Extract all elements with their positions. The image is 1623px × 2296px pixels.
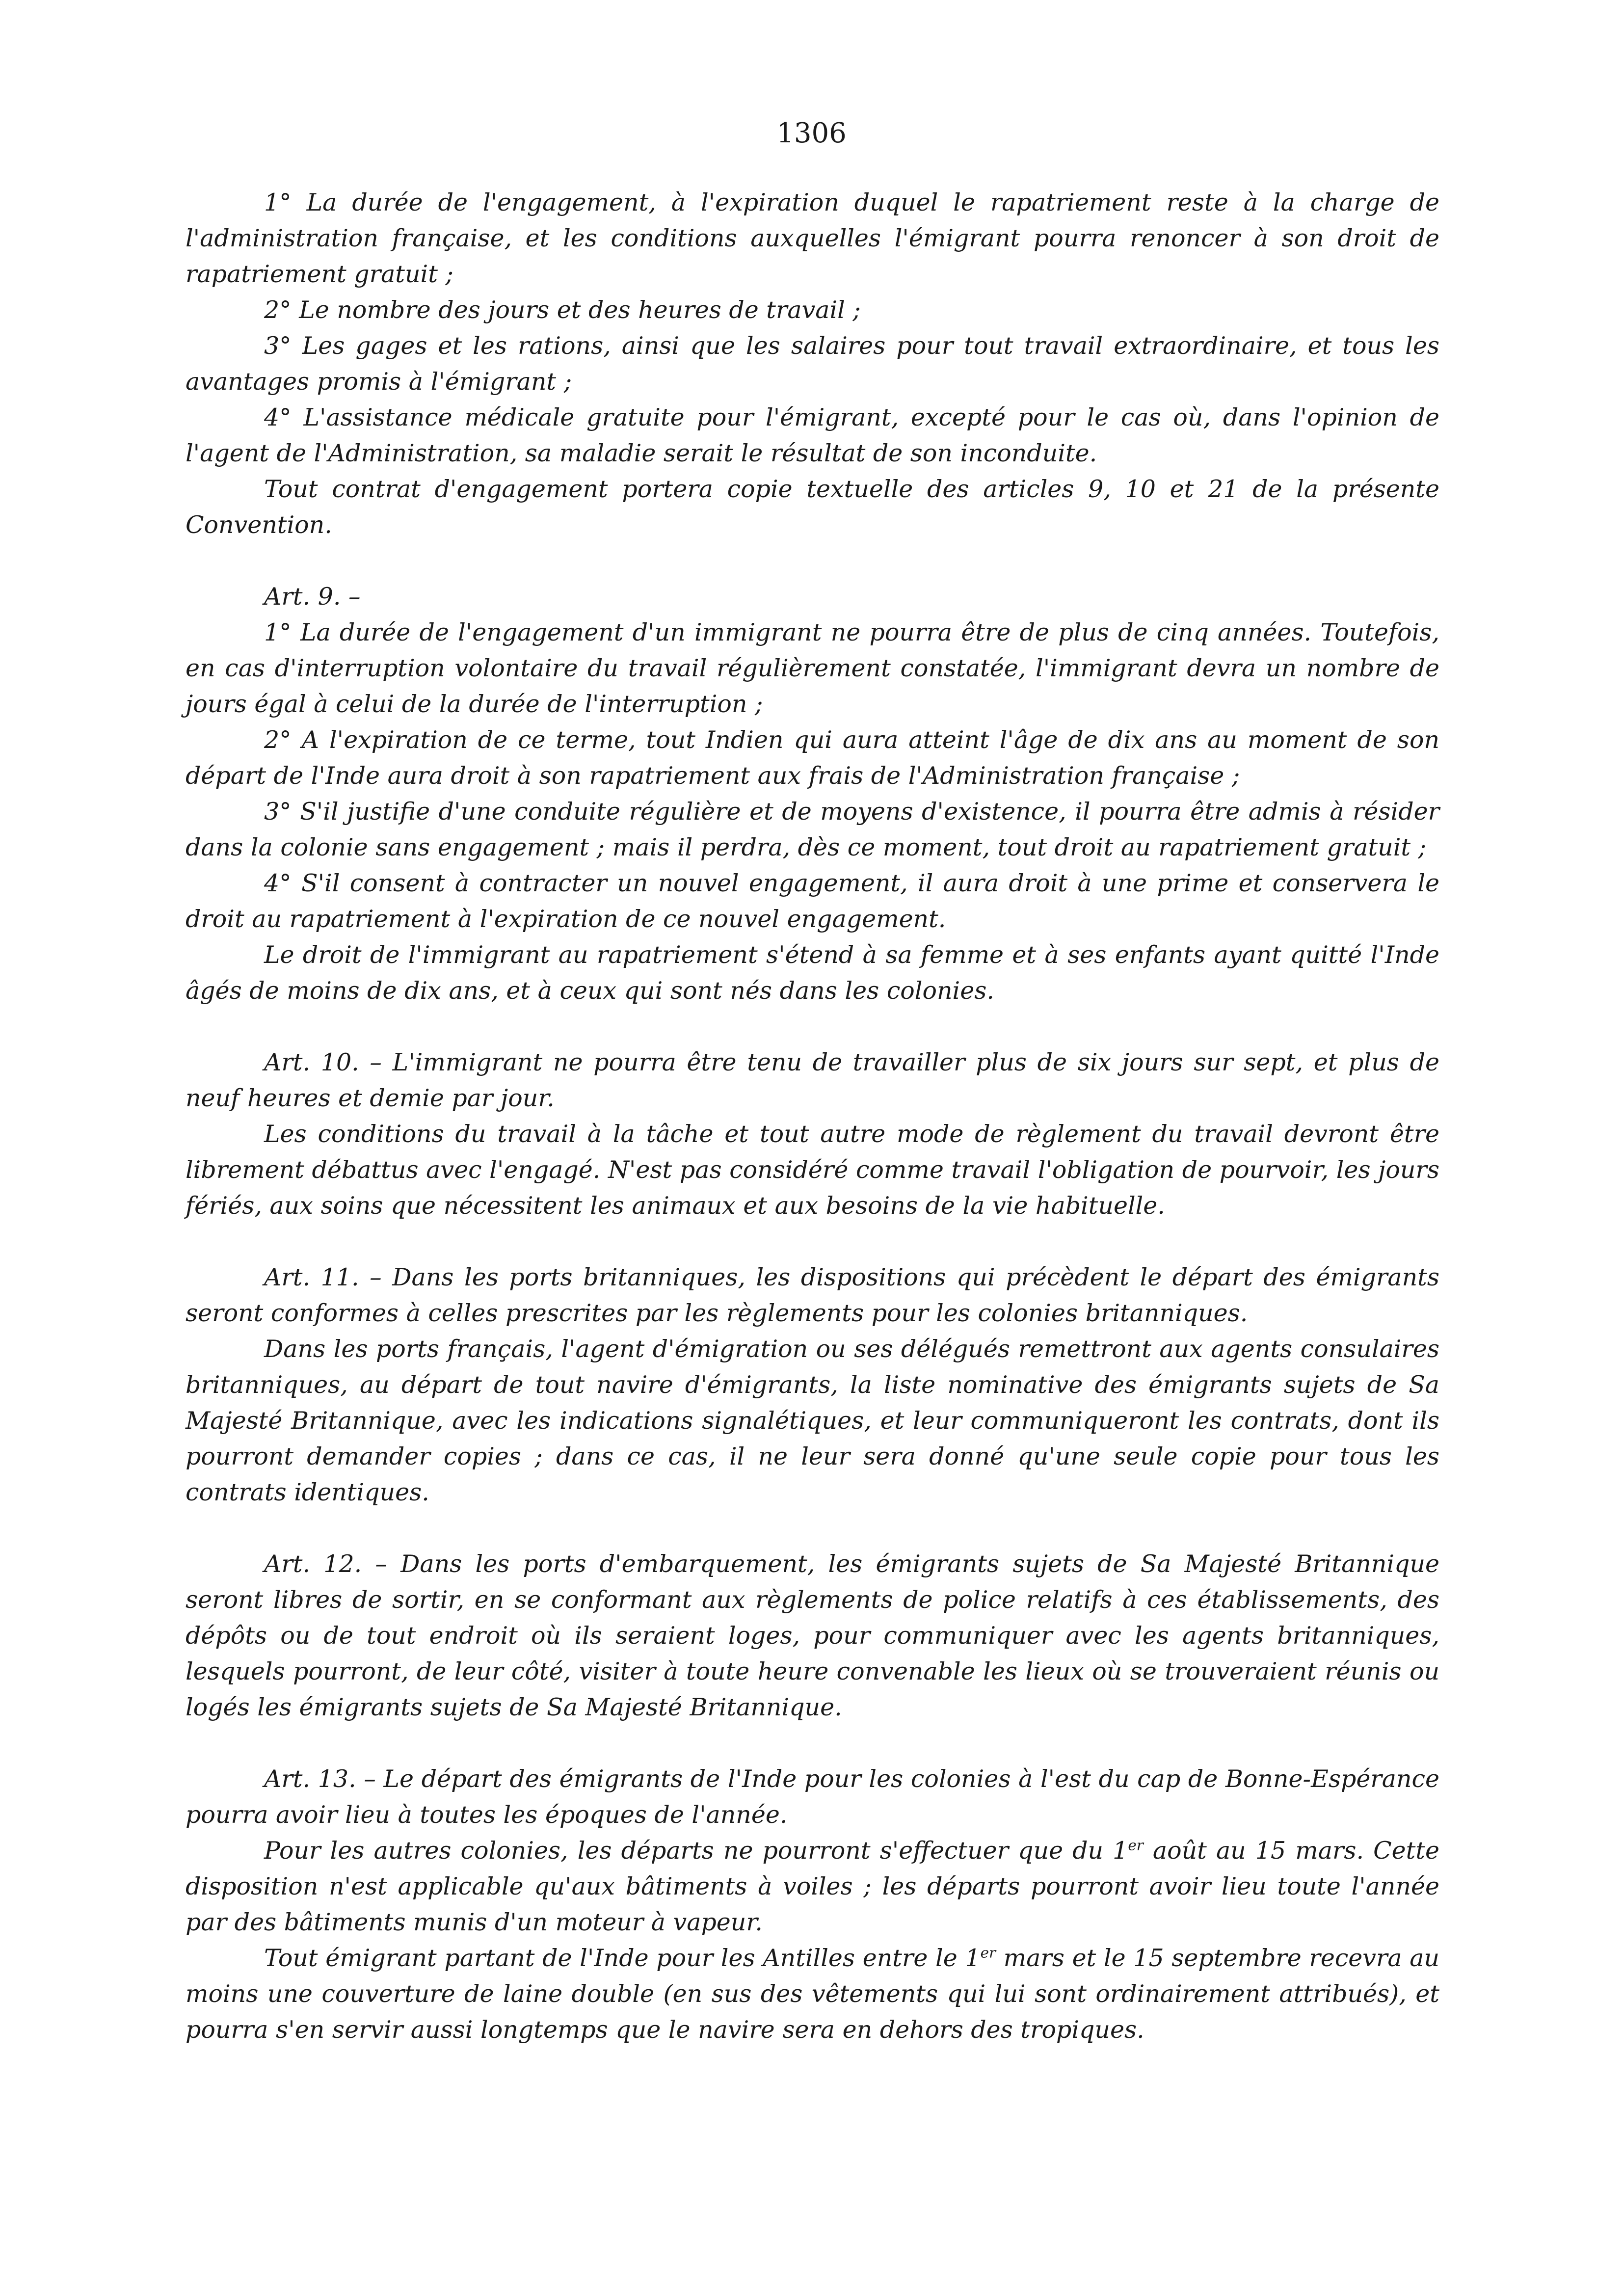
paragraph	[186, 1833, 1439, 1940]
paragraph: 1° La durée de l'engagement, à l'expiration duquel le rapatriement reste à la charge de l'administration française, et les conditions auxquelles l'émigrant pourra renoncer à son droit de rapatriement gratuit ;	[186, 188, 1439, 288]
paragraph: Art. 10. – L'immigrant ne pourra être tenu de travailler plus de six jours sur sept, et plus de neuf heures et demie par jour.	[186, 1048, 1439, 1112]
paragraph: 3° Les gages et les rations, ainsi que les salaires pour tout travail extraordinaire, et tous les avantages promis à l'émigrant ;	[186, 332, 1439, 396]
paragraph: Art. 12. – Dans les ports d'embarquement, les émigrants sujets de Sa Majesté Britannique seront libres de sortir, en se conformant aux règlements de police relatifs à ces établissements, des dépôts ou de tout endroit où ils seraient loges, pour communiquer avec les agents britanniques, lesquels pourront, de leur côté, visiter à toute heure convenable les lieux où se trouveraient réunis ou logés les émigrants sujets de Sa Majesté Britannique.	[186, 1550, 1439, 1721]
superscript: er	[980, 1944, 996, 1961]
paragraph: Le droit de l'immigrant au rapatriement s'étend à sa femme et à ses enfants ayant quitté l'Inde âgés de moins de dix ans, et à ceux qui sont nés dans les colonies.	[186, 941, 1439, 1005]
paragraph-text: Pour les autres colonies, les départs ne pourront s'effectuer que du 1	[264, 1837, 1128, 1865]
paragraph-gap	[186, 1725, 1439, 1761]
paragraph: Art. 9. –	[264, 583, 361, 611]
paragraph: 1° La durée de l'engagement d'un immigrant ne pourra être de plus de cinq années. Toutefois, en cas d'interruption volontaire du travail régulièrement constatée, l'immigrant devra un nombre de jours égal à celui de la durée de l'interruption ;	[186, 618, 1439, 718]
paragraph-text: mars et le 15 septembre recevra au moins une couverture de laine double (en sus des vêtements qui lui sont ordinairement attribués), et pourra s'en servir aussi longtemps que le navire sera en dehors des tropiques.	[186, 1944, 1440, 2044]
paragraph: 4° L'assistance médicale gratuite pour l'émigrant, excepté pour le cas où, dans l'opinion de l'agent de l'Administration, sa maladie serait le résultat de son inconduite.	[186, 403, 1439, 467]
paragraph-gap	[186, 1510, 1439, 1546]
paragraph-gap	[186, 1009, 1439, 1044]
paragraph: Tout contrat d'engagement portera copie textuelle des articles 9, 10 et 21 de la présente Convention.	[186, 475, 1439, 539]
body-text	[186, 185, 1439, 2048]
page-number: 1306	[776, 117, 847, 149]
paragraph: Art. 11. – Dans les ports britanniques, les dispositions qui précèdent le départ des émigrants seront conformes à celles prescrites par les règlements pour les colonies britanniques.	[186, 1263, 1439, 1327]
paragraph-text: Tout émigrant partant de l'Inde pour les Antilles entre le 1	[264, 1944, 981, 1972]
paragraph: Les conditions du travail à la tâche et tout autre mode de règlement du travail devront être librement débattus avec l'engagé. N'est pas considéré comme travail l'obligation de pourvoir, les jours fériés, aux soins que nécessitent les animaux et aux besoins de la vie habituelle.	[186, 1120, 1439, 1220]
paragraph: 2° Le nombre des jours et des heures de travail ;	[264, 296, 861, 324]
superscript: er	[1128, 1837, 1144, 1854]
paragraph: 4° S'il consent à contracter un nouvel engagement, il aura droit à une prime et conservera le droit au rapatriement à l'expiration de ce nouvel engagement.	[186, 869, 1439, 933]
paragraph	[186, 1940, 1439, 2048]
paragraph: 2° A l'expiration de ce terme, tout Indien qui aura atteint l'âge de dix ans au moment de son départ de l'Inde aura droit à son rapatriement aux frais de l'Administration française ;	[186, 726, 1439, 790]
paragraph: 3° S'il justifie d'une conduite régulière et de moyens d'existence, il pourra être admis à résider dans la colonie sans engagement ; mais il perdra, dès ce moment, tout droit au rapatriement gratuit ;	[186, 798, 1439, 861]
paragraph-gap	[186, 1224, 1439, 1259]
paragraph: Dans les ports français, l'agent d'émigration ou ses délégués remettront aux agents consulaires britanniques, au départ de tout navire d'émigrants, la liste nominative des émigrants sujets de Sa Majesté Britannique, avec les indications signalétiques, et leur communiqueront les contrats, dont ils pourront demander copies ; dans ce cas, il ne leur sera donné qu'une seule copie pour tous les contrats identiques.	[186, 1335, 1439, 1506]
paragraph-text: août au 15 mars. Cette disposition n'est applicable qu'aux bâtiments à voiles ; les départs pourront avoir lieu toute l'année par des bâtiments munis d'un moteur à vapeur.	[186, 1837, 1440, 1936]
paragraph: Art. 13. – Le départ des émigrants de l'Inde pour les colonies à l'est du cap de Bonne-Espérance pourra avoir lieu à toutes les époques de l'année.	[186, 1765, 1439, 1829]
paragraph-gap	[186, 543, 1439, 579]
